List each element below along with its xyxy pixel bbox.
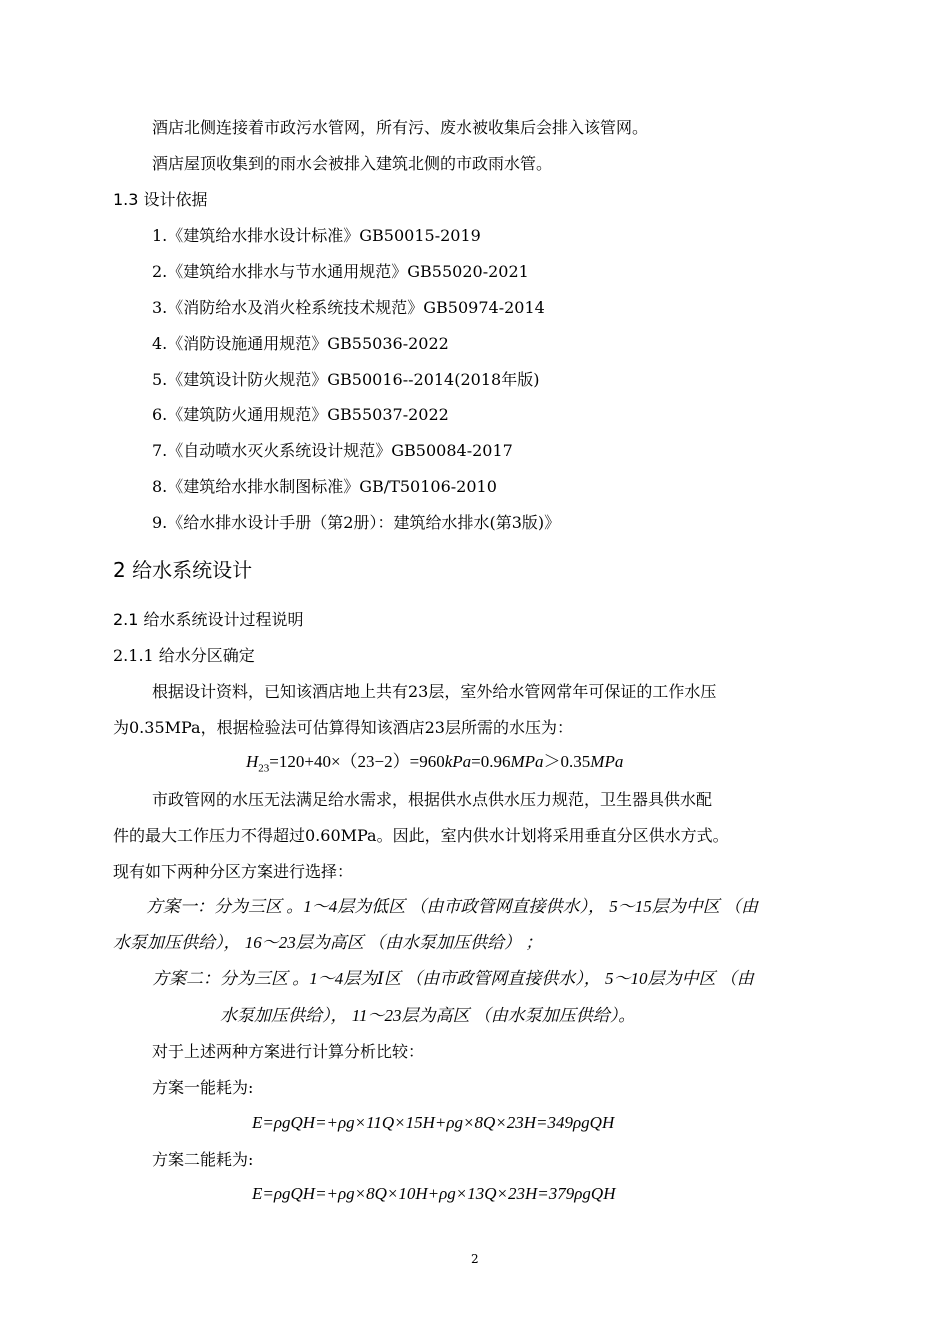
eq-unit: MPa xyxy=(590,752,624,771)
section-heading-1-3: 1.3 设计依据 xyxy=(113,190,208,209)
scheme-1-line-1: 方案一：分为三区 。1～4层为低区 （由市政管网直接供水）， 5～15层为中区 （由 xyxy=(146,897,758,916)
section-heading-2-1-1: 2.1.1 给水分区确定 xyxy=(113,646,255,665)
eq-var-h: H xyxy=(246,752,259,771)
paragraph-line: 市政管网的水压无法满足给水需求，根据供水点供水压力规范，卫生器具供水配 xyxy=(152,790,713,809)
paragraph-line: 现有如下两种分区方案进行选择： xyxy=(113,862,354,881)
section-heading-2-1: 2.1 给水系统设计过程说明 xyxy=(113,610,304,629)
scheme-1-energy-label: 方案一能耗为: xyxy=(152,1078,254,1097)
scheme-1-line-2: 水泵加压供给）， 16～23层为高区 （由水泵加压供给） ； xyxy=(113,933,543,952)
paragraph-line: 根据设计资料，已知该酒店地上共有23层，室外给水管网常年可保证的工作水压 xyxy=(152,682,717,701)
reference-item: 2.《建筑给水排水与节水通用规范》GB55020-2021 xyxy=(152,262,529,281)
eq-subscript: 23 xyxy=(258,762,270,775)
eq-expression: ＞0.35 xyxy=(543,752,591,771)
paragraph-line: 为0.35MPa，根据检验法可估算得知该酒店23层所需的水压为： xyxy=(113,718,573,737)
scheme-2-line-1: 方案二：分为三区 。1～4层为Ⅰ区 （由市政管网直接供水）， 5～10层为中区 （由 xyxy=(152,969,754,988)
eq-unit: MPa xyxy=(510,752,544,771)
reference-item: 3.《消防给水及消火栓系统技术规范》GB50974-2014 xyxy=(152,298,545,317)
intro-line-2: 酒店屋顶收集到的雨水会被排入建筑北侧的市政雨水管。 xyxy=(152,154,553,173)
page-number: 2 xyxy=(471,1252,479,1266)
eq-unit: kPa xyxy=(444,752,472,771)
reference-item: 7.《自动喷水灭火系统设计规范》GB50084-2017 xyxy=(152,441,513,460)
scheme-2-line-2: 水泵加压供给）， 11～23层为高区 （由水泵加压供给）。 xyxy=(220,1006,636,1025)
intro-line-1: 酒店北侧连接着市政污水管网，所有污、废水被收集后会排入该管网。 xyxy=(152,118,649,137)
chapter-heading-2: 2 给水系统设计 xyxy=(113,558,253,582)
paragraph-line: 件的最大工作压力不得超过0.60MPa。因此，室内供水计划将采用垂直分区供水方式。 xyxy=(113,826,729,845)
eq-expression: =0.96 xyxy=(471,752,511,771)
reference-item: 6.《建筑防火通用规范》GB55037-2022 xyxy=(152,405,449,424)
eq-expression: =120+40×（23−2）=960 xyxy=(269,752,445,771)
reference-item: 9.《给水排水设计手册（第2册）：建筑给水排水(第3版)》 xyxy=(152,513,561,532)
paragraph-line: 对于上述两种方案进行计算分析比较： xyxy=(152,1042,425,1061)
equation-water-pressure xyxy=(246,752,623,778)
reference-item: 8.《建筑给水排水制图标准》GB/T50106-2010 xyxy=(152,477,497,496)
equation-scheme-2: E=ρgQH=+ρg×8Q×10H+ρg×13Q×23H=379ρgQH xyxy=(252,1184,616,1203)
equation-scheme-1: E=ρgQH=+ρg×11Q×15H+ρg×8Q×23H=349ρgQH xyxy=(252,1113,615,1132)
reference-item: 1.《建筑给水排水设计标准》GB50015-2019 xyxy=(152,226,481,245)
reference-item: 5.《建筑设计防火规范》GB50016--2014(2018年版) xyxy=(152,370,540,389)
scheme-2-energy-label: 方案二能耗为: xyxy=(152,1150,254,1169)
reference-item: 4.《消防设施通用规范》GB55036-2022 xyxy=(152,334,449,353)
